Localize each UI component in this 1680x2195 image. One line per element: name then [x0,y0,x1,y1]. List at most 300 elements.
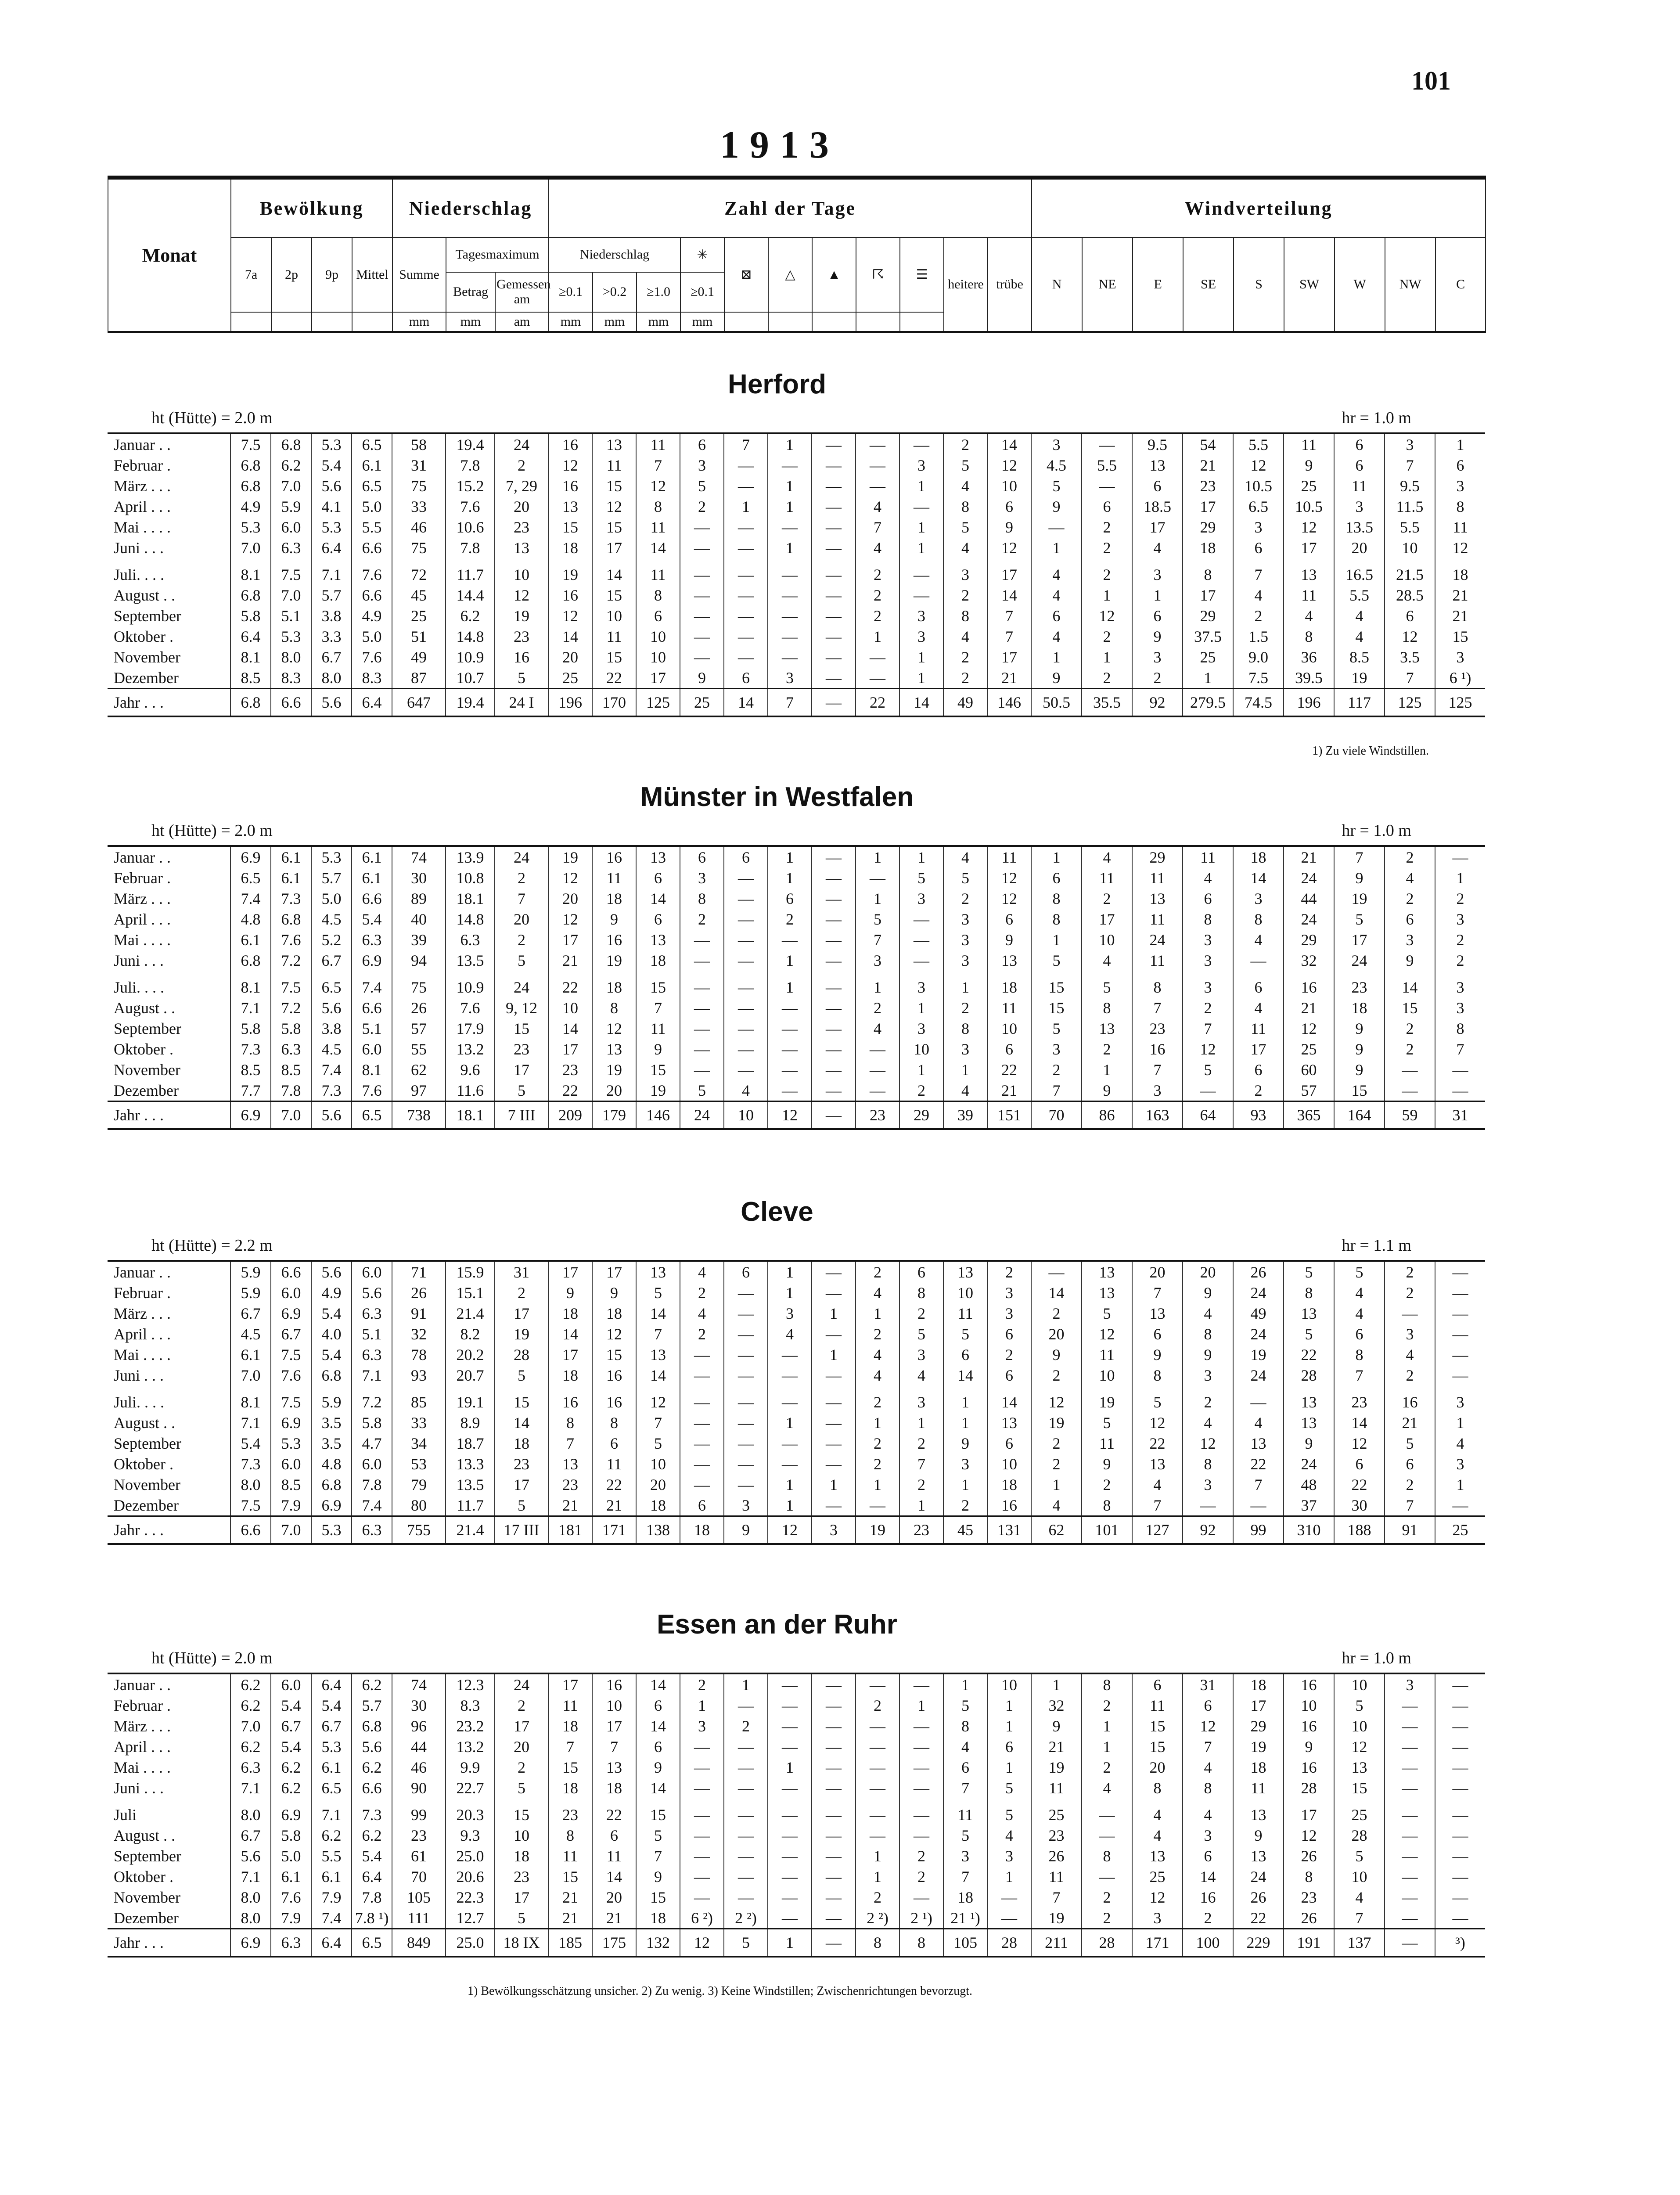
table-cell: 6.2 [271,455,311,475]
table-cell: 8.0 [230,1907,271,1929]
month-label: März . . . [114,1304,171,1322]
table-cell: 2 [1233,605,1284,626]
table-cell: 54 [1183,433,1233,455]
table-cell: 9 [1082,1080,1132,1101]
table-cell: 7.5 [1233,667,1284,689]
table-cell: 8 [680,888,724,909]
spacer-cell [943,1798,987,1804]
table-cell: 2 [680,1673,724,1695]
spacer-cell [636,1798,680,1804]
spacer-cell [987,558,1031,564]
table-cell: 6.8 [230,950,271,971]
table-cell: 23.2 [446,1716,495,1736]
table-cell: 20 [1132,1261,1183,1282]
table-cell: 1 [812,1303,856,1324]
table-cell: 1.5 [1233,626,1284,647]
spacer-cell [987,1385,1031,1392]
table-cell: 6 [1385,909,1435,929]
rain-gauge-height: hr = 1.0 m [1342,409,1411,427]
table-cell: 117 [1334,689,1385,717]
table-cell: — [812,1454,856,1474]
table-cell: 2 [1082,1757,1132,1778]
table-cell: 62 [392,1059,446,1080]
table-cell: 1 [1435,1474,1485,1495]
table-cell: 4 [1031,585,1082,605]
table-cell: 8 [1082,1495,1132,1516]
table-cell: 8 [1082,997,1132,1018]
table-cell: 23 [548,1474,592,1495]
table-cell: 19 [548,846,592,867]
table-cell: 3 [1031,1039,1082,1059]
table-cell: — [768,1392,812,1412]
table-cell: 8 [1284,1866,1334,1887]
table-cell: — [812,1080,856,1101]
table-cell: 30 [392,1695,446,1716]
table-cell: 6 [1233,977,1284,997]
table-cell: 3 [1132,1907,1183,1929]
table-cell: 5 [1082,1412,1132,1433]
table-cell: 2 [856,1392,899,1412]
table-row [108,1695,1485,1716]
table-cell: 3 [899,455,943,475]
table-cell: 3.5 [311,1433,352,1454]
table-cell: 5 [1334,909,1385,929]
table-cell: 3 [899,888,943,909]
table-cell: 16 [1284,1673,1334,1695]
table-row [108,1303,1485,1324]
table-cell: 1 [812,1474,856,1495]
table-cell: 11 [1031,1778,1082,1798]
table-cell: 13 [1284,1303,1334,1324]
table-cell: — [768,626,812,647]
table-cell: 9 [592,909,636,929]
table-cell: 21 [987,1080,1031,1101]
table-cell: 99 [392,1804,446,1825]
table-cell: 5 [495,1080,548,1101]
month-label: Dezember [114,1496,179,1514]
table-cell: 18 [1233,1757,1284,1778]
table-cell: 5 [987,1804,1031,1825]
table-cell: 6.0 [271,1282,311,1303]
table-cell: 17 [1183,585,1233,605]
table-cell: 10 [636,1454,680,1474]
table-cell: 7.6 [446,496,495,517]
table-cell: 5.7 [352,1695,392,1716]
table-row [108,1261,1485,1282]
table-cell: 6.4 [311,1673,352,1695]
spacer-cell [230,558,271,564]
table-cell: 9 [1082,1454,1132,1474]
month-label: Juni . . . [114,1779,164,1797]
table-cell: — [1435,1825,1485,1846]
table-cell: 17 [1082,909,1132,929]
table-cell: 26 [392,1282,446,1303]
table-cell: 6.6 [271,689,311,717]
table-cell: — [1082,433,1132,455]
table-cell: 29 [1183,605,1233,626]
table-cell: 1 [768,1261,812,1282]
table-cell: 1 [987,1695,1031,1716]
table-cell: — [768,1804,812,1825]
table-cell: — [724,1392,768,1412]
spacer-cell [392,971,446,977]
table-cell: — [812,1825,856,1846]
month-label: April . . . [114,497,171,515]
table-cell: 17 [1284,1804,1334,1825]
spacer-cell [768,971,812,977]
table-cell: 5.6 [230,1846,271,1866]
table-cell: 6 [1334,1454,1385,1474]
table-cell: 3 [943,929,987,950]
table-cell: — [724,1474,768,1495]
table-cell: 7.6 [352,647,392,667]
table-cell: 9 [636,1039,680,1059]
table-cell: 18 [592,888,636,909]
total-row [108,1516,1485,1544]
table-cell: 12 [987,537,1031,558]
table-cell: 6.1 [230,929,271,950]
table-cell: 7.5 [271,977,311,997]
table-cell: 4 [1183,1412,1233,1433]
table-cell: 7.0 [271,1101,311,1130]
table-cell: 20 [548,888,592,909]
table-cell: 6.2 [446,605,495,626]
table-cell: — [724,1365,768,1385]
table-cell: 28 [495,1344,548,1365]
table-cell: 11 [1435,517,1485,537]
table-row [108,1282,1485,1303]
spacer-cell [856,971,899,977]
table-cell: 6.7 [271,1716,311,1736]
table-cell: 9 [1334,867,1385,888]
table-cell: 3.8 [311,605,352,626]
table-cell: 17 [1284,537,1334,558]
spacer-cell [856,1798,899,1804]
table-cell: 18 [680,1516,724,1544]
header-blank-2p [271,312,312,332]
table-cell: — [768,1846,812,1866]
table-cell: 10 [1334,1673,1385,1695]
table-cell: 5 [495,667,548,689]
table-cell: 15 [1031,997,1082,1018]
hail-icon: ⊠ [724,237,768,312]
table-cell: 7 [636,1324,680,1344]
table-cell: — [812,689,856,717]
table-cell: 105 [392,1887,446,1907]
table-cell: — [768,517,812,537]
spacer-cell [724,558,768,564]
table-cell: 2 [495,929,548,950]
table-cell: 8.1 [230,1392,271,1412]
table-cell: 1 [1183,667,1233,689]
table-cell: 9.0 [1233,647,1284,667]
table-cell: 12 [1233,455,1284,475]
table-cell: 6.4 [352,1866,392,1887]
table-cell: 7.9 [271,1907,311,1929]
table-cell: 4 [1031,564,1082,585]
table-cell: — [899,909,943,929]
table-cell: 22.7 [446,1778,495,1798]
table-cell: 5.3 [311,1736,352,1757]
table-cell: 20 [592,1080,636,1101]
month-label: Juli. . . . [114,565,165,583]
table-cell: 15 [1385,997,1435,1018]
table-cell: 2 [1385,1261,1435,1282]
table-cell: 365 [1284,1101,1334,1130]
table-cell: — [680,647,724,667]
table-cell: 4 [1132,1474,1183,1495]
table-cell: — [1435,1080,1485,1101]
table-cell: 9, 12 [495,997,548,1018]
table-cell: 12 [1284,517,1334,537]
table-cell: — [812,1866,856,1887]
table-cell: 10 [987,1018,1031,1039]
table-cell: 8.3 [271,667,311,689]
station-title: Münster in Westfalen [640,782,914,812]
table-cell: 1 [987,1716,1031,1736]
table-row [108,626,1485,647]
table-cell: 12 [987,455,1031,475]
table-cell: 2 [680,1282,724,1303]
table-cell: 6.8 [230,689,271,717]
table-cell: — [1385,1757,1435,1778]
table-cell: 4 [1132,537,1183,558]
table-cell: 9.5 [1385,475,1435,496]
table-cell: 6.1 [271,867,311,888]
fog-icon: ☰ [900,237,944,312]
header-mittel: Mittel [352,237,392,312]
table-cell: — [1385,1778,1435,1798]
table-cell: 8.3 [446,1695,495,1716]
table-cell: 5 [899,867,943,888]
table-cell: 23 [495,1454,548,1474]
table-cell: 22 [592,1474,636,1495]
table-cell: 7.0 [230,537,271,558]
table-cell: 99 [1233,1516,1284,1544]
table-cell: 185 [548,1929,592,1957]
table-cell: 3 [1385,1673,1435,1695]
table-row [108,1344,1485,1365]
month-label: Dezember [114,669,179,687]
table-cell: 39.5 [1284,667,1334,689]
table-cell: — [680,517,724,537]
table-cell: 13 [1233,1804,1284,1825]
table-cell: 8 [1183,909,1233,929]
table-cell: 7.6 [271,1365,311,1385]
table-cell: 5.6 [311,1261,352,1282]
table-cell: 1 [1132,585,1183,605]
table-cell: 2 [1385,888,1435,909]
table-cell: 4 [856,496,899,517]
table-cell: 11 [1132,1695,1183,1716]
table-cell: 5 [1385,1433,1435,1454]
table-cell: 11 [592,1454,636,1474]
table-cell: 23 [495,1039,548,1059]
table-cell: 61 [392,1846,446,1866]
table-cell: 15 [636,977,680,997]
spacer-cell [768,1798,812,1804]
table-cell: 7.6 [446,997,495,1018]
table-cell: 171 [592,1516,636,1544]
table-cell: 6.8 [271,909,311,929]
table-cell: — [768,1433,812,1454]
header-wind-s: S [1234,237,1284,332]
table-cell: 7.4 [352,977,392,997]
table-cell: 163 [1132,1101,1183,1130]
table-cell: 30 [392,867,446,888]
table-cell: 6 [768,888,812,909]
table-cell: 93 [392,1365,446,1385]
table-cell: 10 [724,1101,768,1130]
table-cell: 2 [856,564,899,585]
table-cell: 6.0 [271,1673,311,1695]
spacer-cell [108,971,230,977]
header-blank-fog [900,312,944,332]
table-cell: — [768,647,812,667]
table-cell: 4 [1334,605,1385,626]
table-cell: 5.3 [271,1433,311,1454]
table-cell: 6 [592,1433,636,1454]
table-cell: 1 [987,1757,1031,1778]
table-cell: — [899,1736,943,1757]
table-cell: 10 [495,1825,548,1846]
table-cell: 24 [1233,1365,1284,1385]
table-cell: 15 [592,585,636,605]
table-cell: 188 [1334,1516,1385,1544]
table-cell: 125 [636,689,680,717]
table-cell: 4.5 [311,1039,352,1059]
table-cell: 17.9 [446,1018,495,1039]
table-cell: 23 [1183,475,1233,496]
table-cell: 6 [636,1736,680,1757]
table-cell: 849 [392,1929,446,1957]
table-cell: — [680,1433,724,1454]
spacer-cell [768,1385,812,1392]
table-cell: 10 [1284,1695,1334,1716]
table-cell: 26 [1233,1887,1284,1907]
table-cell: 19 [856,1516,899,1544]
table-cell: 6.9 [230,1929,271,1957]
table-cell: 8 [592,1412,636,1433]
table-cell: 7 III [495,1101,548,1130]
spacer-cell [1435,1798,1485,1804]
table-cell: 23 [548,1059,592,1080]
table-cell: 21.4 [446,1303,495,1324]
month-label: Jahr . . . [108,1929,230,1957]
thunderstorm-icon: ☈ [856,237,900,312]
table-cell: — [1435,1846,1485,1866]
table-cell: 17 [495,1887,548,1907]
table-cell: 6.9 [271,1804,311,1825]
table-cell: 6.3 [352,1303,392,1324]
table-cell: 17 [987,647,1031,667]
table-cell: 96 [392,1716,446,1736]
month-label: Januar . . [114,1676,171,1694]
table-cell: — [680,1778,724,1798]
table-cell: 2 [1183,1392,1233,1412]
table-cell: 1 [943,1059,987,1080]
table-cell: — [899,929,943,950]
table-cell: 11 [592,867,636,888]
spacer-cell [446,1385,495,1392]
table-cell: 5 [943,517,987,537]
table-cell: 7 [1031,1887,1082,1907]
table-cell: 21 [1435,585,1485,605]
table-cell: — [724,867,768,888]
table-cell: 22 [1132,1433,1183,1454]
table-cell: — [1435,1778,1485,1798]
table-cell: 23 [899,1516,943,1544]
table-cell: 3 [1183,1365,1233,1385]
table-cell: 20 [1031,1324,1082,1344]
table-cell: — [724,1303,768,1324]
table-cell: 7.8 ¹) [352,1907,392,1929]
table-cell: 6.3 [230,1757,271,1778]
table-cell: 5 [495,1495,548,1516]
month-label: November [114,1061,180,1079]
table-cell: 6 [987,496,1031,517]
table-cell: 5.3 [311,433,352,455]
table-cell: 7.3 [230,1454,271,1474]
table-cell: — [1435,1695,1485,1716]
table-cell: 4 [1132,1804,1183,1825]
table-cell: — [680,1059,724,1080]
table-cell: 2 [943,997,987,1018]
table-cell: 15 [592,1344,636,1365]
table-cell: — [899,1716,943,1736]
table-cell: 2 [1082,667,1132,689]
table-cell: 11 [636,517,680,537]
table-cell: 26 [392,997,446,1018]
table-cell: 10 [1082,1365,1132,1385]
table-cell: 6 [1233,1059,1284,1080]
month-label: Oktober . [114,627,173,645]
table-cell: — [899,1673,943,1695]
table-cell: 24 [1233,1324,1284,1344]
table-cell: 5 [987,1778,1031,1798]
table-cell: 4 [1183,1757,1233,1778]
table-cell: 2 [768,909,812,929]
table-cell: 1 [812,1344,856,1365]
table-cell: 3 [1435,909,1485,929]
table-cell: 10 [592,605,636,626]
table-row [108,888,1485,909]
table-cell: 17 [636,667,680,689]
table-cell: 7 [636,1412,680,1433]
table-cell: 1 [768,1412,812,1433]
table-cell: 7 [548,1736,592,1757]
table-cell: 21 [987,667,1031,689]
spacer-cell [392,1385,446,1392]
table-cell: 125 [1435,689,1485,717]
spacer-cell [1435,558,1485,564]
table-cell: 2 [680,909,724,929]
spacer-cell [987,1798,1031,1804]
table-cell: 6.0 [271,517,311,537]
table-cell: 9 [987,929,1031,950]
table-cell: 2 [495,867,548,888]
table-cell: 11 [1132,867,1183,888]
table-cell: — [724,909,768,929]
table-cell: 6.2 [230,1736,271,1757]
table-cell: 211 [1031,1929,1082,1957]
table-cell: 18 [592,1778,636,1798]
month-label: Februar . [114,1696,171,1714]
table-cell: — [812,517,856,537]
header-windverteilung: Windverteilung [1032,178,1486,237]
table-cell: 16 [1385,1392,1435,1412]
table-cell: — [812,1282,856,1303]
